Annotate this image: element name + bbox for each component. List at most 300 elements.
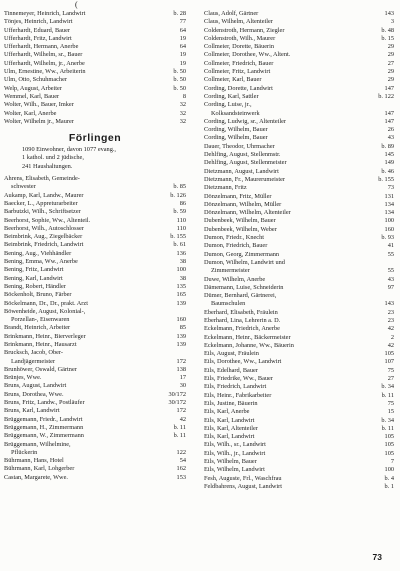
entry-house-number: 134: [384, 200, 394, 208]
entry-house-number: 153: [176, 473, 186, 481]
entry-name: Feldbahrens, August, Landwirt: [204, 482, 283, 490]
directory-entry: [204, 342, 394, 350]
entry-name: Brucksch, Jacob, Ober-: [4, 349, 63, 357]
intro-line: 241 Haushaltungen.: [22, 162, 73, 170]
directory-entry: [204, 458, 394, 466]
entry-house-number: 147: [384, 109, 394, 117]
entry-name: Cording, Karl, Sattler: [204, 92, 259, 100]
entry-house-number: 139: [176, 332, 186, 340]
entry-name: Beerhorst, Wilh., Autoschlosser: [4, 224, 84, 232]
intro-line: 1 kathol. und 2 jüdische,: [22, 154, 84, 162]
entry-house-number: b. 4: [384, 474, 394, 482]
entry-name: Dehlfing, August, Stellenmeister: [204, 159, 287, 167]
entry-house-number: b. 155: [170, 233, 186, 241]
directory-entry: [204, 217, 394, 225]
entry-house-number: 105: [384, 441, 394, 449]
entry-house-number: 172: [176, 407, 186, 415]
entry-name: Beimbrink, Friedrich, Landwirt: [4, 241, 84, 249]
left-column: [4, 10, 186, 482]
directory-entry: [204, 234, 394, 242]
directory-entry: [204, 27, 394, 35]
entry-name: Wolter, Wilhelm jr., Maurer: [4, 117, 74, 125]
directory-entry: [4, 407, 186, 415]
entry-name: Ufferhardt, Hermann, Anerbe: [4, 43, 79, 51]
right-entries: [204, 10, 394, 491]
entry-house-number: 42: [179, 415, 186, 423]
entry-name: Landjägermeister: [11, 357, 56, 365]
entry-name: Kolksandsteinwerk: [211, 109, 260, 117]
directory-entry: [4, 183, 186, 191]
directory-entry: [204, 110, 394, 118]
entry-house-number: b. 126: [170, 191, 186, 199]
intro-line: 1090 Einwohner, davon 1077 evang.,: [22, 146, 117, 154]
entry-name: Wolter, Karl, Anerbe: [4, 109, 57, 117]
directory-entry: [204, 35, 394, 43]
directory-entry: [204, 367, 394, 375]
directory-entry: [204, 259, 394, 267]
directory-entry: [204, 325, 394, 333]
entry-name: Beerhorst, Sophie, Ww., Altenteil.: [4, 216, 91, 224]
directory-entry: [204, 475, 394, 483]
entry-house-number: 17: [179, 374, 186, 382]
entry-house-number: b. 50: [173, 84, 186, 92]
entry-house-number: 30/172: [168, 399, 186, 407]
entry-name: Brandt, Heinrich, Arbeiter: [4, 324, 71, 332]
entry-house-number: 19: [179, 34, 186, 42]
entry-name: Bening, Karl, Landwirt: [4, 274, 63, 282]
entry-name: Collmeier, Fritz, Landwirt: [204, 68, 271, 76]
entry-house-number: b. 155: [378, 175, 394, 183]
entry-house-number: 134: [384, 209, 394, 217]
directory-entry: [204, 118, 394, 126]
entry-house-number: 122: [176, 448, 186, 456]
entry-house-number: 110: [176, 216, 186, 224]
header-mark: (: [75, 0, 78, 9]
entry-house-number: 110: [176, 224, 186, 232]
directory-entry: [204, 392, 394, 400]
entry-house-number: 85: [179, 324, 186, 332]
directory-entry: [204, 184, 394, 192]
entry-house-number: 55: [387, 267, 394, 275]
directory-entry: [204, 18, 394, 26]
directory-entry: [4, 424, 186, 432]
entry-name: Beimbrink, Aug., Ziegelbäcker: [4, 233, 83, 241]
entry-name: Dauer, Theodor, Uhrmacher: [204, 142, 275, 150]
directory-entry: [4, 118, 186, 126]
directory-entry: [204, 201, 394, 209]
directory-entry: [204, 300, 394, 308]
entry-name: Dumon, Friedrich, Bauer: [204, 242, 268, 250]
entry-house-number: 2: [390, 333, 394, 341]
entry-house-number: 162: [176, 465, 186, 473]
entry-house-number: 143: [384, 300, 394, 308]
entry-house-number: 23: [387, 308, 394, 316]
entry-house-number: 136: [176, 249, 186, 257]
directory-entry: [4, 358, 186, 366]
directory-entry: [204, 276, 394, 284]
entry-house-number: 64: [179, 43, 186, 51]
entry-name: Eils, Dorothee, Ww., Landwirt: [204, 358, 282, 366]
directory-entry: [204, 126, 394, 134]
entry-name: Ufferhardt, Eduard, Bauer: [4, 26, 70, 34]
entry-house-number: 19: [179, 51, 186, 59]
entry-house-number: 100: [176, 266, 186, 274]
entry-name: Tönjes, Heinrich, Landwirt: [4, 18, 73, 26]
entry-name: Böwenheide, August, Kolonial-,: [4, 307, 86, 315]
directory-entry: [204, 159, 394, 167]
directory-entry: [204, 317, 394, 325]
directory-entry: [4, 391, 186, 399]
entry-house-number: 139: [176, 340, 186, 348]
entry-house-number: 26: [387, 126, 394, 134]
entry-name: Bruns, Karl, Landwirt: [4, 407, 60, 415]
entry-house-number: b. 50: [173, 76, 186, 84]
entry-name: Collmeier, Friedrich, Bauer: [204, 59, 274, 67]
entry-name: Cording, Dorette, Landwirt: [204, 84, 273, 92]
entry-house-number: 43: [387, 275, 394, 283]
entry-house-number: 15: [387, 408, 394, 416]
entry-name: Bruns, Fritz, Landw., Postläufer: [4, 399, 85, 407]
directory-entry: [204, 51, 394, 59]
entry-house-number: 100: [384, 217, 394, 225]
entry-house-number: 86: [179, 199, 186, 207]
directory-entry: [4, 27, 186, 35]
directory-entry: [4, 60, 186, 68]
entry-house-number: 73: [387, 184, 394, 192]
entry-house-number: 147: [384, 117, 394, 125]
directory-entry: [204, 408, 394, 416]
directory-entry: [4, 300, 186, 308]
entry-name: Aukamp, Karl, Landw., Maurer: [4, 191, 84, 199]
directory-entry: [204, 242, 394, 250]
directory-entry: [4, 341, 186, 349]
entry-house-number: 38: [179, 258, 186, 266]
directory-entry: [4, 291, 186, 299]
entry-name: Brüggemann, H., Zimmermann: [4, 423, 84, 431]
entry-name: Dämemann, Luise, Schneiderin: [204, 283, 284, 291]
entry-name: Dubenbeek, Wilhelm, Weber: [204, 225, 277, 233]
entry-house-number: b. 34: [381, 416, 394, 424]
directory-entry: [204, 168, 394, 176]
directory-entry: [204, 43, 394, 51]
entry-name: Tinnemeyer, Heinrich, Landwirt: [4, 10, 86, 17]
entry-house-number: 23: [387, 316, 394, 324]
entry-name: Baumschulen: [211, 300, 246, 308]
entry-house-number: 42: [387, 341, 394, 349]
directory-entry: [204, 425, 394, 433]
directory-entry: [204, 68, 394, 76]
directory-entry: [204, 226, 394, 234]
entry-name: Bruns, August, Landwirt: [4, 382, 67, 390]
entry-name: Collmeier, Dorette, Bäuerin: [204, 43, 275, 51]
entry-house-number: 54: [179, 457, 186, 465]
entry-house-number: 107: [384, 358, 394, 366]
directory-entry: [4, 192, 186, 200]
directory-entry: [4, 225, 186, 233]
directory-entry: [4, 333, 186, 341]
entry-house-number: 42: [387, 325, 394, 333]
entry-name: Coldenstroth, Wilh., Maurer: [204, 34, 276, 42]
entry-name: Dönzelmann, Wilhelm, Altenteiler: [204, 209, 291, 217]
entry-house-number: b. 11: [173, 432, 186, 440]
directory-entry: [204, 101, 394, 109]
entry-name: Böckenholt, Bruno, Färber: [4, 291, 72, 299]
directory-entry: [204, 76, 394, 84]
entry-house-number: 165: [176, 291, 186, 299]
entry-name: Eils, Wilh., sr., Landwirt: [204, 441, 266, 449]
entry-house-number: b. 15: [381, 34, 394, 42]
directory-entry: [4, 416, 186, 424]
directory-entry: [4, 43, 186, 51]
directory-entry: [204, 93, 394, 101]
entry-house-number: 3: [390, 18, 394, 26]
left-bottom-entries: [4, 175, 186, 482]
entry-house-number: b. 11: [381, 391, 394, 399]
directory-entry: [4, 241, 186, 249]
entry-house-number: 29: [387, 76, 394, 84]
section-title: Förlingen: [68, 132, 122, 145]
entry-name: Dietzmann, Fritz: [204, 184, 247, 192]
directory-entry: [4, 258, 186, 266]
directory-entry: [4, 35, 186, 43]
directory-entry: [204, 433, 394, 441]
entry-house-number: 105: [384, 449, 394, 457]
entry-house-number: 30/172: [168, 390, 186, 398]
entry-house-number: 172: [176, 357, 186, 365]
directory-entry: [204, 417, 394, 425]
entry-house-number: 29: [387, 43, 394, 51]
directory-entry: [4, 374, 186, 382]
entry-name: Brünjes, Wwe.: [4, 374, 42, 382]
directory-entry: [4, 283, 186, 291]
directory-entry: [4, 18, 186, 26]
entry-name: Eils, Karl, Landwirt: [204, 416, 255, 424]
entry-name: schwester: [11, 183, 36, 191]
directory-entry: [4, 308, 186, 316]
entry-name: Brüggemann, Wilhelmine,: [4, 440, 71, 448]
directory-entry: [4, 68, 186, 76]
entry-house-number: b. 122: [378, 92, 394, 100]
entry-house-number: b. 50: [173, 68, 186, 76]
entry-house-number: 149: [384, 159, 394, 167]
entry-house-number: b. 28: [173, 10, 186, 17]
entry-name: Castan, Margarete, Wwe.: [4, 473, 68, 481]
entry-name: Bührmann, Hans, Hotel: [4, 457, 64, 465]
entry-house-number: 8: [182, 92, 186, 100]
entry-name: Dönzelmann, Fritz, Müller: [204, 192, 272, 200]
directory-entry: [4, 200, 186, 208]
entry-name: Cording, Luise, jr.,: [204, 101, 252, 109]
entry-house-number: b. 46: [381, 167, 394, 175]
entry-name: Eils, Heinr., Fabrikarbeiter: [204, 391, 272, 399]
directory-entry: [4, 85, 186, 93]
entry-house-number: 64: [179, 26, 186, 34]
entry-name: Dietzmann, August, Landwirt: [204, 167, 279, 175]
directory-entry: [4, 441, 186, 449]
entry-house-number: b. 61: [173, 241, 186, 249]
entry-house-number: b. 11: [381, 424, 394, 432]
entry-name: Eils, Karl, Anerbe: [204, 408, 250, 416]
entry-house-number: 135: [176, 282, 186, 290]
entry-name: Bening, Fritz, Landwirt: [4, 266, 64, 274]
directory-entry: [4, 93, 186, 101]
entry-name: Claus, Wilhelm, Altenteiler: [204, 18, 273, 26]
entry-name: Brunhöwer, Oswald, Gärtner: [4, 365, 77, 373]
directory-entry: [4, 382, 186, 390]
entry-name: Eils, Wilh., jr., Landwirt: [204, 449, 266, 457]
entry-house-number: b. 34: [381, 383, 394, 391]
left-top-entries: [4, 10, 186, 126]
entry-house-number: 160: [384, 225, 394, 233]
entry-house-number: 100: [384, 466, 394, 474]
entry-name: Ufferhardt, Fritz, Landwirt: [4, 34, 72, 42]
entry-name: Dumon, Friedr., Knecht: [204, 234, 264, 242]
directory-entry: [204, 450, 394, 458]
entry-house-number: b. 1: [384, 482, 394, 490]
directory-entry: [4, 233, 186, 241]
entry-house-number: 139: [176, 299, 186, 307]
entry-house-number: 105: [384, 350, 394, 358]
entry-name: Coldenstroth, Hermann, Ziegler: [204, 26, 285, 34]
entry-name: Baecker, L., Appreturarbeiter: [4, 199, 78, 207]
entry-name: Cording, Wilhelm, Bauer: [204, 134, 268, 142]
entry-name: Dönzelmann, Wilhelm, Müller: [204, 200, 282, 208]
entry-name: Porzellan-, Eisenwaren: [11, 316, 70, 324]
entry-house-number: 131: [384, 192, 394, 200]
entry-name: Dumon, Georg, Zimmermann: [204, 250, 280, 258]
entry-name: Cording, Ludwig, sr., Altenteiler: [204, 117, 287, 125]
entry-name: Ufferhardt, Wilhelm, jr., Anerbe: [4, 59, 85, 67]
entry-house-number: 38: [179, 274, 186, 282]
entry-house-number: 55: [387, 250, 394, 258]
entry-name: Brüggemann, Friedr., Landwirt: [4, 415, 83, 423]
entry-house-number: 27: [387, 375, 394, 383]
directory-entry: [4, 474, 186, 482]
entry-name: Eils, Wilhelm, Bauer: [204, 458, 257, 466]
entry-name: Dubenbeek, Wilhelm, Bauer: [204, 217, 276, 225]
entry-name: Claus, Adolf, Gärtner: [204, 10, 259, 17]
directory-entry: [204, 209, 394, 217]
entry-name: Eckelmann, Friedrich, Anerbe: [204, 325, 280, 333]
directory-entry: [4, 175, 186, 183]
directory-entry: [204, 292, 394, 300]
directory-entry: [204, 483, 394, 491]
entry-house-number: 145: [384, 151, 394, 159]
directory-entry: [4, 275, 186, 283]
directory-entry: [204, 10, 394, 18]
entry-house-number: b. 89: [381, 142, 394, 150]
entry-name: Bening, Aug., Viehhändler: [4, 249, 72, 257]
entry-house-number: 43: [387, 134, 394, 142]
entry-house-number: b. 48: [381, 26, 394, 34]
entry-house-number: 138: [176, 365, 186, 373]
entry-name: Ulm, Ernestine, Ww., Arbeiterin: [4, 68, 86, 76]
directory-entry: [4, 266, 186, 274]
entry-house-number: 143: [384, 10, 394, 17]
entry-house-number: 32: [179, 109, 186, 117]
directory-entry: [4, 208, 186, 216]
entry-house-number: 7: [390, 458, 394, 466]
entry-name: Eberhard, Elisabeth, Fräulein: [204, 308, 278, 316]
directory-entry: [204, 309, 394, 317]
directory-entry: [4, 457, 186, 465]
entry-house-number: 77: [179, 18, 186, 26]
directory-entry: [4, 101, 186, 109]
directory-entry: [204, 60, 394, 68]
directory-entry: [204, 267, 394, 275]
entry-name: Collmeier, Dorothee, Ww., Altent.: [204, 51, 291, 59]
directory-entry: [4, 324, 186, 332]
entry-name: Bening, Robert, Händler: [4, 282, 66, 290]
directory-entry: [204, 176, 394, 184]
entry-name: Bening, Emma, Ww., Anerbe: [4, 258, 78, 266]
entry-name: Eils, Friedrich, Landwirt: [204, 383, 267, 391]
entry-name: Dietzmann, Fr., Maurerumeister: [204, 175, 285, 183]
entry-name: Eils, Karl, Altenteiler: [204, 424, 258, 432]
directory-entry: [204, 375, 394, 383]
entry-house-number: 27: [387, 59, 394, 67]
directory-entry: [4, 366, 186, 374]
entry-name: Eils, Wilhelm, Landwirt: [204, 466, 265, 474]
directory-entry: [204, 134, 394, 142]
entry-name: Eils, August, Fräulein: [204, 350, 259, 358]
entry-name: Dumon, Wilhelm, Landwirt und: [204, 258, 285, 266]
entry-house-number: 97: [387, 283, 394, 291]
entry-name: Zimmermeister: [211, 267, 250, 275]
directory-entry: [4, 316, 186, 324]
entry-name: Fesh, Auguste, Frl., Waschfrau: [204, 474, 282, 482]
entry-name: Ahrens, Elisabeth, Gemeinde-: [4, 175, 80, 183]
entry-name: Wolter, Wilh., Bauer, Imker: [4, 101, 74, 109]
entry-house-number: 160: [176, 316, 186, 324]
entry-name: Eckelmann, Johanne, Ww., Bäuerin: [204, 341, 294, 349]
directory-entry: [204, 193, 394, 201]
page-number: 73: [372, 552, 382, 562]
entry-house-number: 75: [387, 399, 394, 407]
directory-entry: [204, 151, 394, 159]
directory-entry: [4, 10, 186, 18]
entry-house-number: 29: [387, 51, 394, 59]
directory-entry: [204, 143, 394, 151]
directory-entry: [204, 358, 394, 366]
entry-house-number: b. 59: [173, 208, 186, 216]
directory-entry: [4, 250, 186, 258]
entry-name: Böckelmann, Dr., Dr., prakt. Arzt: [4, 299, 88, 307]
entry-house-number: 19: [179, 59, 186, 67]
section-intro: [4, 146, 186, 171]
directory-entry: [4, 217, 186, 225]
entry-name: Ufferhardt, Wilhelm, sr., Bauer: [4, 51, 83, 59]
entry-house-number: 105: [384, 433, 394, 441]
directory-entry: [4, 51, 186, 59]
entry-house-number: 147: [384, 84, 394, 92]
directory-entry: [4, 432, 186, 440]
entry-name: Eils, Friedrike, Ww., Bauer: [204, 375, 273, 383]
entry-house-number: 75: [387, 366, 394, 374]
directory-entry: [204, 466, 394, 474]
entry-name: Eils, Edelhard, Bauer: [204, 366, 258, 374]
directory-entry: [204, 383, 394, 391]
entry-name: Brinkmann, Heinr., Hausarzt: [4, 340, 77, 348]
entry-house-number: 32: [179, 117, 186, 125]
entry-name: Brinkmann, Heinr., Bierverleger: [4, 332, 86, 340]
directory-entry: [4, 449, 186, 457]
entry-name: Eils, Karl, Landwirt: [204, 433, 255, 441]
entry-name: Dümer, Bernhard, Gärtnerei,: [204, 292, 277, 300]
entry-name: Brüggemann, W., Zimmermann: [4, 432, 84, 440]
entry-house-number: 41: [387, 242, 394, 250]
directory-entry: [204, 334, 394, 342]
